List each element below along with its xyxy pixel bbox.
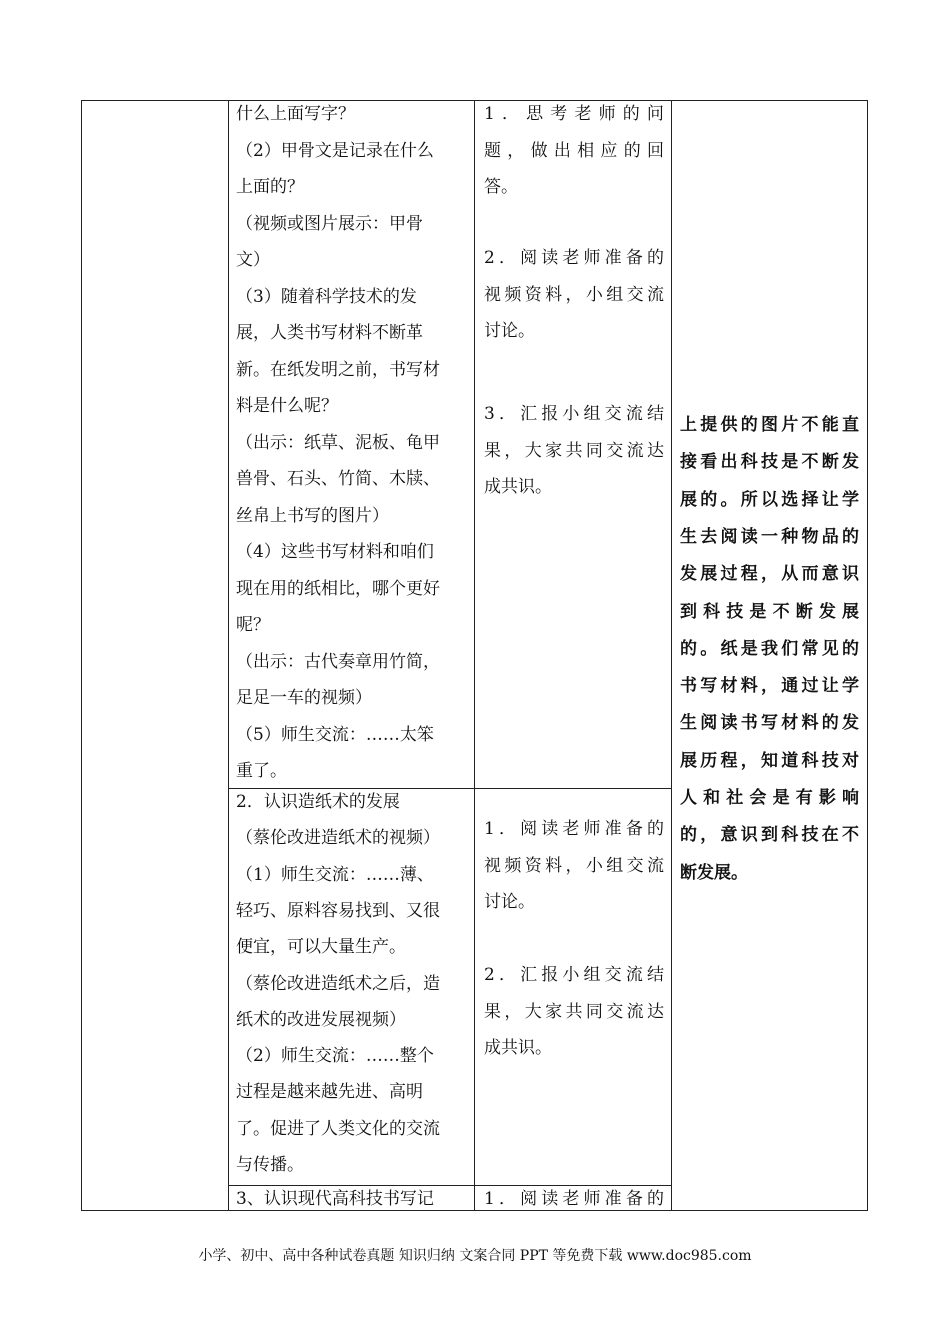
- text-line: 2 ． 汇 报 小 组 交 流 结: [484, 965, 664, 985]
- text-line: （4）这些书写材料和咱们: [236, 542, 434, 562]
- text-line: 成共识。: [484, 477, 552, 497]
- text-line: 丝帛上书写的图片）: [236, 505, 389, 526]
- text-line: 断发展。: [680, 862, 748, 883]
- text-line: 展，人类书写材料不断革: [236, 323, 423, 343]
- text-line: 纸术的改进发展视频）: [236, 1009, 406, 1030]
- text-line: 过程是越来越先进、高明: [236, 1082, 423, 1103]
- text-line: （5）师生交流：……太笨: [236, 724, 434, 745]
- text-line: 轻巧、原料容易找到、又很: [236, 900, 440, 921]
- text-line: 3、认识现代高科技书写记: [236, 1189, 434, 1209]
- text-line: 兽骨、石头、竹简、木牍、: [236, 469, 440, 489]
- text-line: 生 阅 读 书 写 材 料 的 发: [680, 713, 859, 734]
- text-line: 2．认识造纸术的发展: [236, 792, 400, 812]
- text-line: 2 ． 阅 读 老 师 准 备 的: [484, 248, 664, 268]
- text-line: 讨论。: [484, 321, 535, 341]
- text-line: 的 。 纸 是 我 们 常 见 的: [680, 638, 859, 659]
- text-line: 重了。: [236, 761, 287, 781]
- text-line: 人 和 社 会 是 有 影 响: [680, 788, 859, 808]
- text-line: （出示：纸草、泥板、龟甲: [236, 432, 440, 453]
- text-line: 呢？: [236, 615, 270, 635]
- text-line: 果 ， 大 家 共 同 交 流 达: [484, 440, 664, 461]
- text-line: 展 的 。 所 以 选 择 让 学: [680, 489, 859, 510]
- text-line: 上面的？: [236, 177, 304, 197]
- text-line: 接 看 出 科 技 是 不 断 发: [680, 452, 859, 473]
- text-line: 文）: [236, 250, 270, 270]
- text-line: 到 科 技 是 不 断 发 展: [680, 601, 859, 622]
- text-line: 生 去 阅 读 一 种 物 品 的: [680, 526, 859, 547]
- text-line: （3）随着科学技术的发: [236, 286, 417, 307]
- text-line: 上 提 供 的 图 片 不 能 直: [680, 415, 859, 435]
- text-line: 新。在纸发明之前，书写材: [236, 359, 440, 380]
- text-line: 1 ． 思 考 老 师 的 问: [484, 104, 664, 124]
- text-line: 视 频 资 料 ， 小 组 交 流: [484, 284, 664, 305]
- text-line: 与传播。: [236, 1155, 304, 1175]
- label-column: [81, 100, 229, 1211]
- text-line: 答。: [484, 177, 518, 197]
- text-line: 1 ． 阅 读 老 师 准 备 的: [484, 1189, 664, 1209]
- text-line: 题 ， 做 出 相 应 的 回: [484, 140, 664, 161]
- text-line: 了。促进了人类文化的交流: [236, 1118, 440, 1139]
- text-line: 讨论。: [484, 892, 535, 912]
- text-line: 现在用的纸相比，哪个更好: [236, 578, 440, 599]
- text-line: 1 ． 阅 读 老 师 准 备 的: [484, 819, 664, 839]
- text-line: 发 展 过 程 ， 从 而 意 识: [680, 564, 859, 585]
- text-line: 3 ． 汇 报 小 组 交 流 结: [484, 404, 664, 424]
- text-line: 展 历 程 ， 知 道 科 技 对: [680, 750, 859, 771]
- text-line: 什么上面写字？: [236, 104, 355, 124]
- text-line: 成共识。: [484, 1038, 552, 1058]
- text-line: （蔡伦改进造纸术之后，造: [236, 973, 440, 994]
- text-line: 果 ， 大 家 共 同 交 流 达: [484, 1001, 664, 1022]
- text-line: （2）师生交流：……整个: [236, 1046, 434, 1067]
- text-line: （蔡伦改进造纸术的视频）: [236, 828, 440, 849]
- footer-text: 小学、初中、高中各种试卷真题 知识归纳 文案合同 PPT 等免费下载 www.doc985.com: [198, 1248, 752, 1264]
- text-line: （1）师生交流：……薄、: [236, 864, 434, 885]
- text-line: 料是什么呢？: [236, 396, 338, 416]
- text-line: 视 频 资 料 ， 小 组 交 流: [484, 855, 664, 876]
- text-line: （出示：古代奏章用竹简，: [236, 651, 440, 672]
- text-line: （2）甲骨文是记录在什么: [236, 140, 434, 161]
- text-line: （视频或图片展示：甲骨: [236, 213, 423, 234]
- text-line: 便宜，可以大量生产。: [236, 937, 406, 958]
- text-line: 书 写 材 料 ， 通 过 让 学: [680, 676, 859, 697]
- text-line: 足足一车的视频）: [236, 688, 372, 708]
- text-line: 的 ， 意 识 到 科 技 在 不: [680, 825, 859, 846]
